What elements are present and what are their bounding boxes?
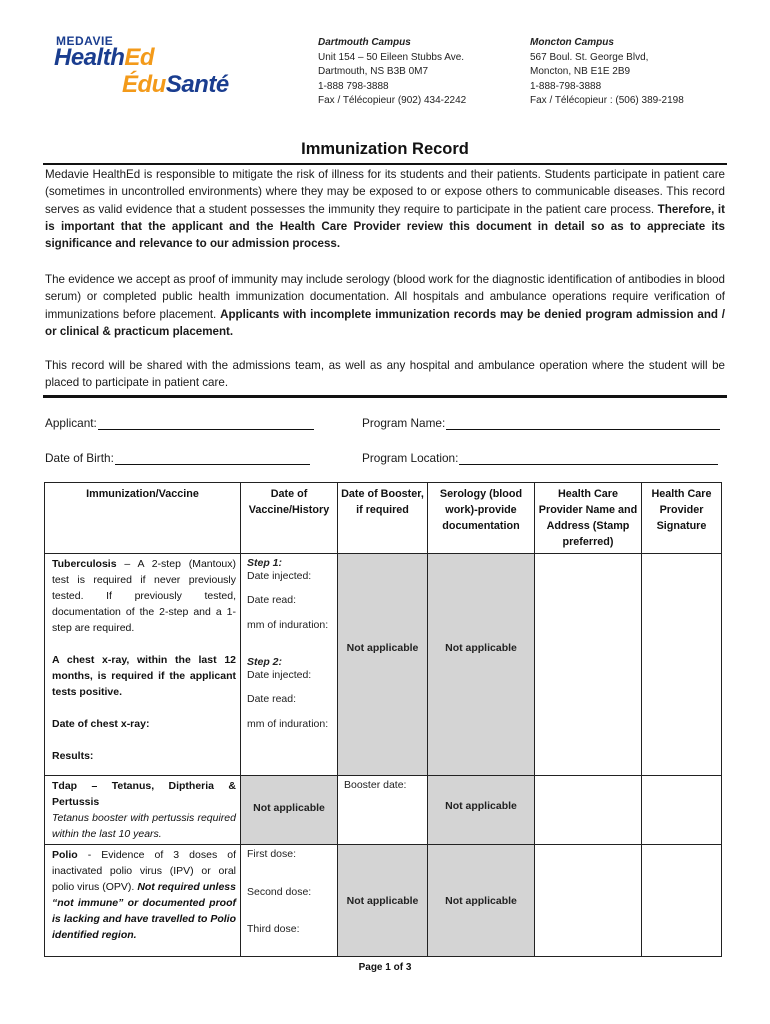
- table-row-tdap: [45, 776, 722, 845]
- header-date-vaccine: Date of Vaccine/History: [241, 483, 338, 554]
- moncton-campus-address: Moncton Campus 567 Boul. St. George Blvd, Moncton, NB E1E 2B9 1-888-798-3888 Fax / Télécopieur : (506) 389-2198: [530, 37, 684, 106]
- title-rule: [43, 163, 727, 165]
- header-provider-signature: Health Care Provider Signature: [642, 483, 722, 554]
- logo-medavie: MEDAVIE: [56, 34, 114, 48]
- polio-signature-cell[interactable]: [642, 845, 722, 957]
- tdap-description: Tdap – Tetanus, Diptheria & Pertussis Tetanus booster with pertussis required within the last 10 years.: [45, 776, 241, 845]
- program-name-line[interactable]: [446, 417, 720, 430]
- tdap-date-cell: Not applicable: [241, 776, 338, 845]
- applicant-field[interactable]: Applicant:: [45, 416, 314, 430]
- tuberculosis-signature-cell[interactable]: [642, 554, 722, 776]
- tuberculosis-description: Tuberculosis – A 2-step (Mantoux) test is required if never previously tested. If previously tested, documentation of the 2-step and a 1-step are required. A chest x-ray, within the last 12 months, is required if the applicant tests positive. Date of chest x-ray: Results:: [45, 554, 241, 776]
- program-location-line[interactable]: [459, 452, 718, 465]
- header-provider-name: Health Care Provider Name and Address (Stamp preferred): [535, 483, 642, 554]
- applicant-line[interactable]: [98, 417, 314, 430]
- date-of-birth-field[interactable]: Date of Birth:: [45, 451, 310, 465]
- date-of-birth-line[interactable]: [115, 452, 310, 465]
- table-header-row: [45, 483, 722, 554]
- program-location-field[interactable]: Program Location:: [362, 451, 718, 465]
- tuberculosis-provider-cell[interactable]: [535, 554, 642, 776]
- dartmouth-campus-address: Dartmouth Campus Unit 154 – 50 Eileen Stubbs Ave. Dartmouth, NS B3B 0M7 1-888 798-3888 Fax / Télécopieur (902) 434-2242: [318, 37, 467, 106]
- polio-booster-cell: Not applicable: [338, 845, 428, 957]
- polio-provider-cell[interactable]: [535, 845, 642, 957]
- program-name-field[interactable]: Program Name:: [362, 416, 720, 430]
- table-row-tuberculosis: [45, 554, 722, 776]
- logo-edusante: ÉduSanté: [122, 71, 229, 98]
- sharing-paragraph: This record will be shared with the admissions team, as well as any hospital and ambulance operation where the student will be placed to participate in patient care.: [45, 359, 725, 390]
- tdap-provider-cell[interactable]: [535, 776, 642, 845]
- header-serology: Serology (blood work)-provide documentation: [428, 483, 535, 554]
- tdap-signature-cell[interactable]: [642, 776, 722, 845]
- table-row-polio: [45, 845, 722, 957]
- header-vaccine: Immunization/Vaccine: [45, 483, 241, 554]
- page-number: Page 1 of 3: [358, 962, 412, 973]
- polio-description: Polio - Evidence of 3 doses of inactivated polio virus (IPV) or oral polio virus (OPV). Not required unless “not immune” or documented proof is lacking and have travelled to Polio identified region.: [45, 845, 241, 957]
- immunization-table: [44, 482, 722, 957]
- tdap-serology-cell: Not applicable: [428, 776, 535, 845]
- evidence-paragraph: The evidence we accept as proof of immunity may include serology (blood work for the diagnostic identification of antibodies in blood serum) or completed public health immunization documentation. All hospitals and ambulance operations require verification of immunizations before placement. Applicants with incomplete immunization records may be denied program admission and / or clinical & practicum placement.: [45, 273, 725, 338]
- document-title: Immunization Record: [301, 140, 469, 158]
- intro-paragraph: Medavie HealthEd is responsible to mitigate the risk of illness for its students and their patients. Students participate in patient care (sometimes in uncontrolled environments) where they may be exposed to or expose others to communicable diseases. This record serves as valid evidence that a student possesses the immunity they require to participate in the patient care process. Therefore, it is important that the applicant and the Health Care Provider review this document in detail so as to appreciate its significance and relevance to our admission process.: [45, 168, 725, 251]
- section-rule: [43, 395, 727, 398]
- tuberculosis-dates-cell[interactable]: Step 1: Date injected: Date read: mm of induration: Step 2: Date injected: Date read: mm of induration:: [241, 554, 338, 776]
- medavie-healthed-logo: [52, 34, 252, 98]
- tdap-booster-cell[interactable]: Booster date:: [338, 776, 428, 845]
- tuberculosis-serology-cell: Not applicable: [428, 554, 535, 776]
- tuberculosis-booster-cell: Not applicable: [338, 554, 428, 776]
- polio-serology-cell: Not applicable: [428, 845, 535, 957]
- polio-dates-cell[interactable]: First dose: Second dose: Third dose:: [241, 845, 338, 957]
- logo-healthed: HealthEd: [54, 44, 155, 71]
- header-date-booster: Date of Booster, if required: [338, 483, 428, 554]
